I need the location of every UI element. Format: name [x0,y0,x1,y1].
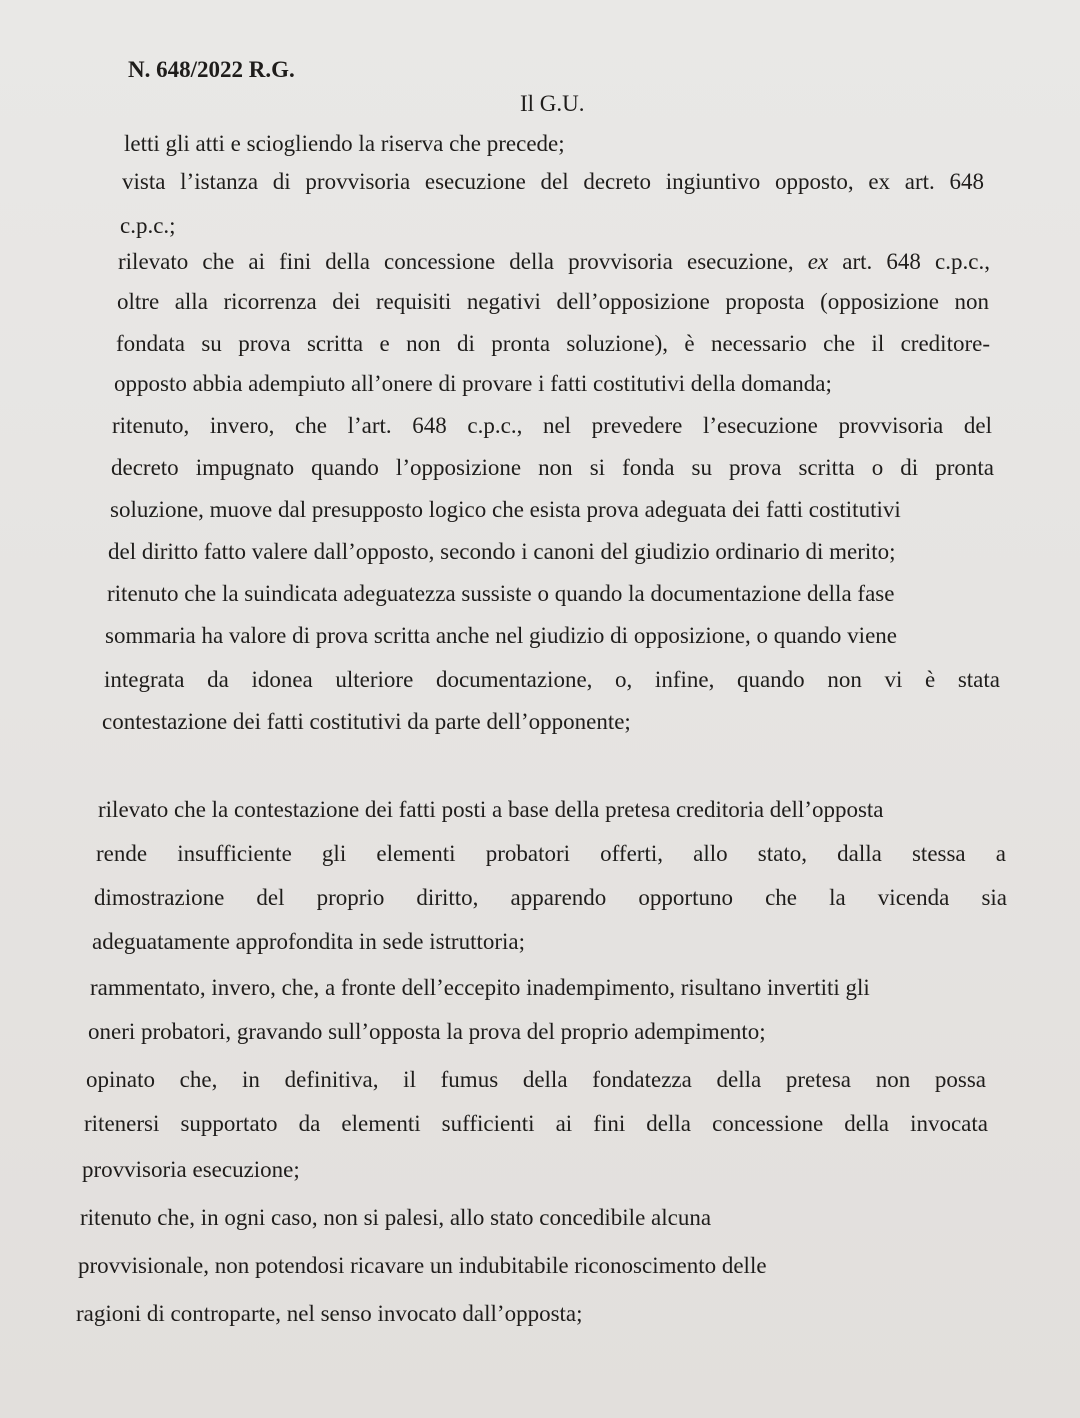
text-line: provvisoria esecuzione; [82,1157,300,1182]
text-line: decreto impugnato quando l’opposizione non si fonda su prova scritta o di pronta [111,455,994,480]
text-line: dimostrazione del proprio diritto, apparendo opportuno che la vicenda sia [94,885,1007,910]
text-line: oneri probatori, gravando sull’opposta la prova del proprio adempimento; [88,1019,766,1044]
text-line: fondata su prova scritta e non di pronta soluzione), è necessario che il creditore- [116,331,990,356]
text-line: opinato che, in definitiva, il fumus della fondatezza della pretesa non possa [86,1067,986,1092]
text-line: rende insufficiente gli elementi probatori offerti, allo stato, dalla stessa a [96,841,1006,866]
judge-heading: Il G.U. [520,91,585,116]
text-line: sommaria ha valore di prova scritta anche nel giudizio di opposizione, o quando viene [105,623,897,648]
text-line: oltre alla ricorrenza dei requisiti negativi dell’opposizione proposta (opposizione non [117,289,989,314]
text-line: ritenuto che la suindicata adeguatezza sussiste o quando la documentazione della fase [107,581,895,606]
text-line: ragioni di controparte, nel senso invocato dall’opposta; [76,1301,583,1326]
case-number: N. 648/2022 R.G. [128,57,295,82]
text-line: rilevato che ai fini della concessione della provvisoria esecuzione, ex art. 648 c.p.c., [118,249,990,274]
text-line: c.p.c.; [120,213,176,238]
text-line: letti gli atti e sciogliendo la riserva che precede; [124,131,565,156]
text-line: ritenuto, invero, che l’art. 648 c.p.c., nel prevedere l’esecuzione provvisoria del [112,413,992,438]
text-line: integrata da idonea ulteriore documentazione, o, infine, quando non vi è stata [104,667,1000,692]
text-line: vista l’istanza di provvisoria esecuzione del decreto ingiuntivo opposto, ex art. 648 [122,169,984,194]
text-line: opposto abbia adempiuto all’onere di provare i fatti costitutivi della domanda; [114,371,832,396]
text-line: del diritto fatto valere dall’opposto, secondo i canoni del giudizio ordinario di merito; [108,539,896,564]
text-line: soluzione, muove dal presupposto logico che esista prova adeguata dei fatti costitutivi [110,497,901,522]
text-line: rammentato, invero, che, a fronte dell’eccepito inadempimento, risultano invertiti gli [90,975,870,1000]
text-line: ritenuto che, in ogni caso, non si palesi, allo stato concedibile alcuna [80,1205,712,1230]
text-line: rilevato che la contestazione dei fatti posti a base della pretesa creditoria dell’opposta [98,797,884,822]
text-line: adeguatamente approfondita in sede istruttoria; [92,929,526,954]
text-line: contestazione dei fatti costitutivi da parte dell’opponente; [102,709,631,734]
text-line: provvisionale, non potendosi ricavare un indubitabile riconoscimento delle [78,1253,767,1278]
text-line: ritenersi supportato da elementi sufficienti ai fini della concessione della invocata [84,1111,988,1136]
